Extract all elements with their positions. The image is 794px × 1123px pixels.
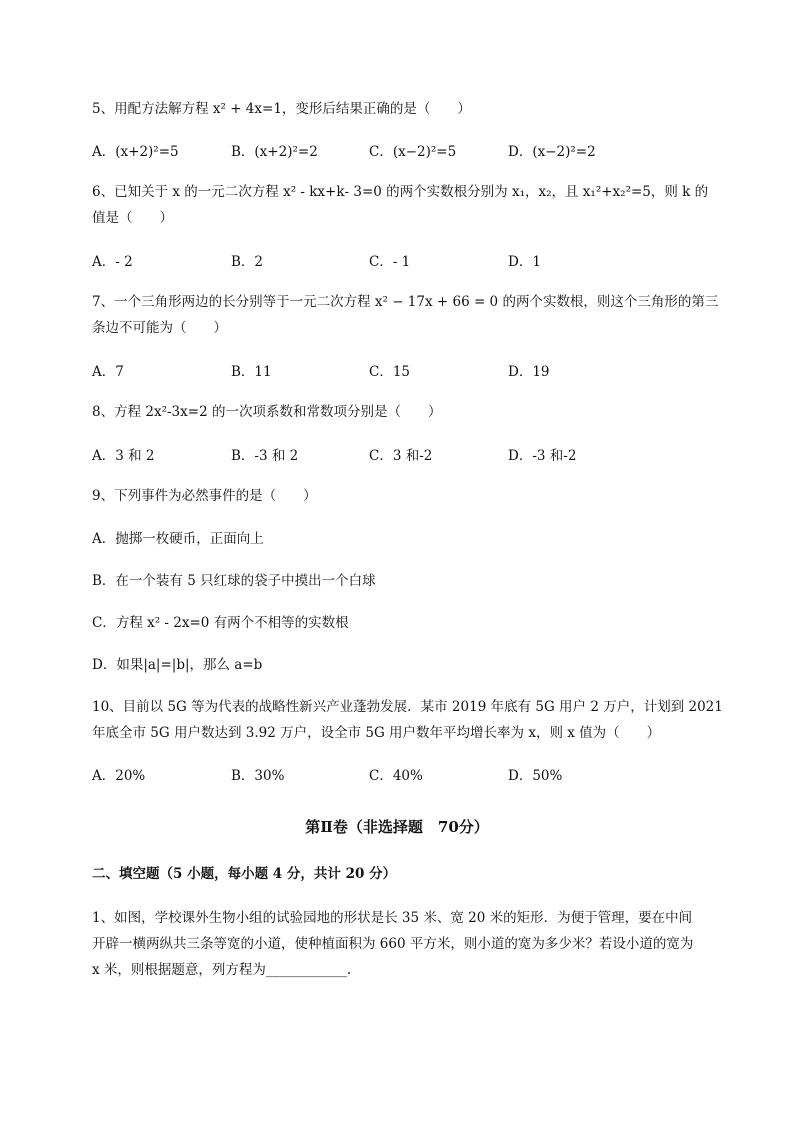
question-5-stem: 5、用配方法解方程 x² + 4x=1，变形后结果正确的是（ ）: [92, 101, 471, 117]
question-7-stem-line2: 条边不可能为（ ）: [92, 320, 227, 336]
q7-option-c: C．15: [369, 364, 411, 380]
question-8-stem: 8、方程 2x²‐3x=2 的一次项系数和常数项分别是（ ）: [92, 404, 442, 420]
q9-option-a: A．抛掷一枚硬币，正面向上: [92, 531, 264, 547]
q6-option-d: D．1: [508, 254, 541, 270]
q8-option-a: A．3 和 2: [92, 448, 155, 464]
fill-question-1-line2: 开辟一横两纵共三条等宽的小道，使种植面积为 660 平方米，则小道的宽为多少米？若设小道的宽为: [92, 936, 694, 952]
q9-option-c: C．方程 x² ‐ 2x=0 有两个不相等的实数根: [92, 615, 349, 631]
question-10-options: [92, 767, 732, 785]
q9-option-d: D．如果|a|=|b|，那么 a=b: [92, 657, 263, 673]
question-6-stem-line2: 值是（ ）: [92, 210, 173, 226]
q5-option-d: D．(x−2)²=2: [508, 144, 596, 160]
q10-option-d: D．50%: [508, 768, 563, 784]
q7-option-d: D．19: [508, 364, 550, 380]
q5-option-c: C．(x−2)²=5: [369, 144, 457, 160]
q10-option-a: A．20%: [92, 768, 146, 784]
question-6-options: [92, 253, 732, 271]
question-9-stem: 9、下列事件为必然事件的是（ ）: [92, 488, 317, 504]
q6-option-b: B．2: [231, 254, 264, 270]
q8-option-b: B．‐3 和 2: [231, 448, 299, 464]
fill-question-1-line1: 1、如图，学校课外生物小组的试验园地的形状是长 35 米、宽 20 米的矩形．为便于管理，要在中间: [92, 910, 693, 926]
q5-option-b: B．(x+2)²=2: [231, 144, 318, 160]
q10-option-c: C．40%: [369, 768, 423, 784]
question-5-options: [92, 143, 732, 161]
q6-option-c: C．‐ 1: [369, 254, 411, 270]
question-7-stem-line1: 7、一个三角形两边的长分别等于一元二次方程 x² − 17x + 66 = 0 的两个实数根，则这个三角形的第三: [92, 294, 719, 310]
q6-option-a: A．‐ 2: [92, 254, 133, 270]
question-8-options: [92, 447, 732, 465]
q8-option-d: D．‐3 和‐2: [508, 448, 577, 464]
question-10-stem-line2: 年底全市 5G 用户数达到 3.92 万户，设全市 5G 用户数年平均增长率为 x，则 x 值为（ ）: [92, 725, 661, 741]
q8-option-c: C．3 和‐2: [369, 448, 433, 464]
fill-question-1-line3: x 米，则根据题意，列方程为____________.: [92, 962, 352, 978]
q9-option-b: B．在一个装有 5 只红球的袋子中摸出一个白球: [92, 573, 376, 589]
q10-option-b: B．30%: [231, 768, 285, 784]
part-two-title: 第Ⅱ卷（非选择题 70分）: [305, 818, 489, 836]
q5-option-a: A．(x+2)²=5: [92, 144, 179, 160]
question-6-stem-line1: 6、已知关于 x 的一元二次方程 x² ‐ kx+k‐ 3=0 的两个实数根分别为 x₁，x₂，且 x₁²+x₂²=5，则 k 的: [92, 184, 709, 200]
q7-option-a: A．7: [92, 364, 124, 380]
question-10-stem-line1: 10、目前以 5G 等为代表的战略性新兴产业蓬勃发展．某市 2019 年底有 5G 用户 2 万户，计划到 2021: [92, 699, 723, 715]
q7-option-b: B．11: [231, 364, 272, 380]
section-two-heading: 二、填空题（5 小题，每小题 4 分，共计 20 分）: [92, 866, 397, 882]
question-7-options: [92, 363, 732, 381]
